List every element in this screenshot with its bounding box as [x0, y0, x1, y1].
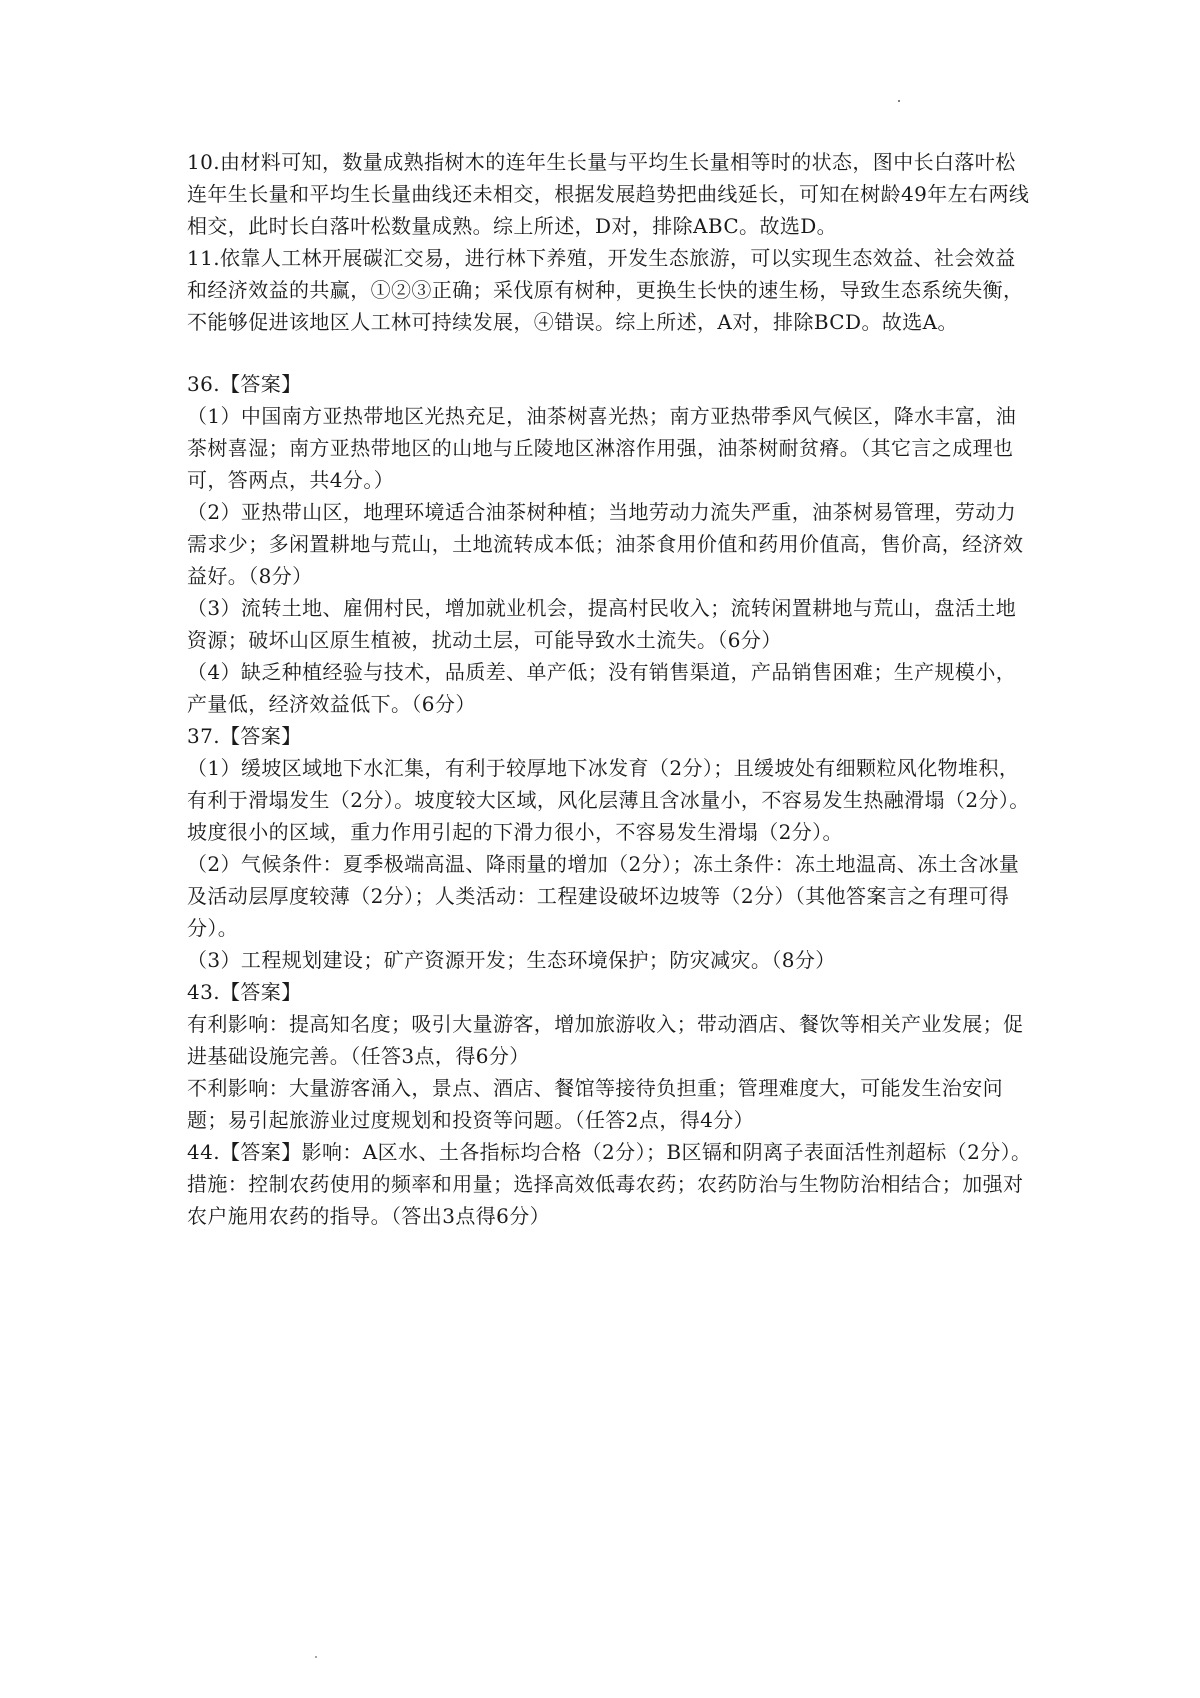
scan-speck-bottom	[315, 1656, 317, 1658]
answer-q10: 10.由材料可知，数量成熟指树木的连年生长量与平均生长量相等时的状态，图中长白落叶松连年生长量和平均生长量曲线还未相交，根据发展趋势把曲线延长，可知在树龄49年左右两线相交，此时长白落叶松数量成熟。综上所述，D对，排除ABC。故选D。	[187, 150, 1030, 238]
scan-speck	[898, 100, 900, 102]
answer-q36-part3: （3）流转土地、雇佣村民，增加就业机会，提高村民收入；流转闲置耕地与荒山，盘活土地资源；破坏山区原生植被，扰动土层，可能导致水土流失。（6分）	[187, 596, 1017, 652]
answer-q37-part1: （1）缓坡区域地下水汇集，有利于较厚地下冰发育（2分）；且缓坡处有细颗粒风化物堆积，有利于滑塌发生（2分）。坡度较大区域，风化层薄且含冰量小，不容易发生热融滑塌（2分）。坡度很小的区域，重力作用引起的下滑力很小，不容易发生滑塌（2分）。	[187, 756, 1030, 844]
heading-q36: 36.【答案】	[187, 372, 302, 396]
section-gap	[187, 338, 1035, 368]
heading-q43: 43.【答案】	[187, 980, 302, 1004]
answer-q11: 11.依靠人工林开展碳汇交易，进行林下养殖，开发生态旅游，可以实现生态效益、社会效益和经济效益的共赢，①②③正确；采伐原有树种，更换生长快的速生杨，导致生态系统失衡，不能够促进该地区人工林可持续发展，④错误。综上所述，A对，排除BCD。故选A。	[187, 246, 1024, 334]
answer-q44-measures: 措施：控制农药使用的频率和用量；选择高效低毒农药；农药防治与生物防治相结合；加强对农户施用农药的指导。（答出3点得6分）	[187, 1172, 1024, 1228]
answer-q43-positive: 有利影响：提高知名度；吸引大量游客，增加旅游收入；带动酒店、餐饮等相关产业发展；促进基础设施完善。（任答3点，得6分）	[187, 1012, 1024, 1068]
heading-q37: 37.【答案】	[187, 724, 302, 748]
answer-q36-part4: （4）缺乏种植经验与技术，品质差、单产低；没有销售渠道，产品销售困难；生产规模小，产量低，经济效益低下。（6分）	[187, 660, 1017, 716]
answer-q43-negative: 不利影响：大量游客涌入，景点、酒店、餐馆等接待负担重；管理难度大，可能发生治安问题；易引起旅游业过度规划和投资等问题。（任答2点，得4分）	[187, 1076, 1003, 1132]
answer-q44-impact: 44.【答案】影响：A区水、土各指标均合格（2分）；B区镉和阴离子表面活性剂超标（2分）。	[187, 1140, 1032, 1164]
answer-q36-part2: （2）亚热带山区，地理环境适合油茶树种植；当地劳动力流失严重，油茶树易管理，劳动力需求少；多闲置耕地与荒山，土地流转成本低；油茶食用价值和药用价值高，售价高，经济效益好。（8分）	[187, 500, 1024, 588]
answer-q36-part1: （1）中国南方亚热带地区光热充足，油茶树喜光热；南方亚热带季风气候区，降水丰富，油茶树喜湿；南方亚热带地区的山地与丘陵地区淋溶作用强，油茶树耐贫瘠。（其它言之成理也可，答两点，共4分。）	[187, 404, 1017, 492]
answer-q37-part2: （2）气候条件：夏季极端高温、降雨量的增加（2分）；冻土条件：冻土地温高、冻土含冰量及活动层厚度较薄（2分）；人类活动：工程建设破坏边坡等（2分）（其他答案言之有理可得分）。	[187, 852, 1020, 940]
answer-text-body	[187, 146, 1035, 1232]
answer-q37-part3: （3）工程规划建设；矿产资源开发；生态环境保护；防灾减灾。（8分）	[187, 948, 836, 972]
